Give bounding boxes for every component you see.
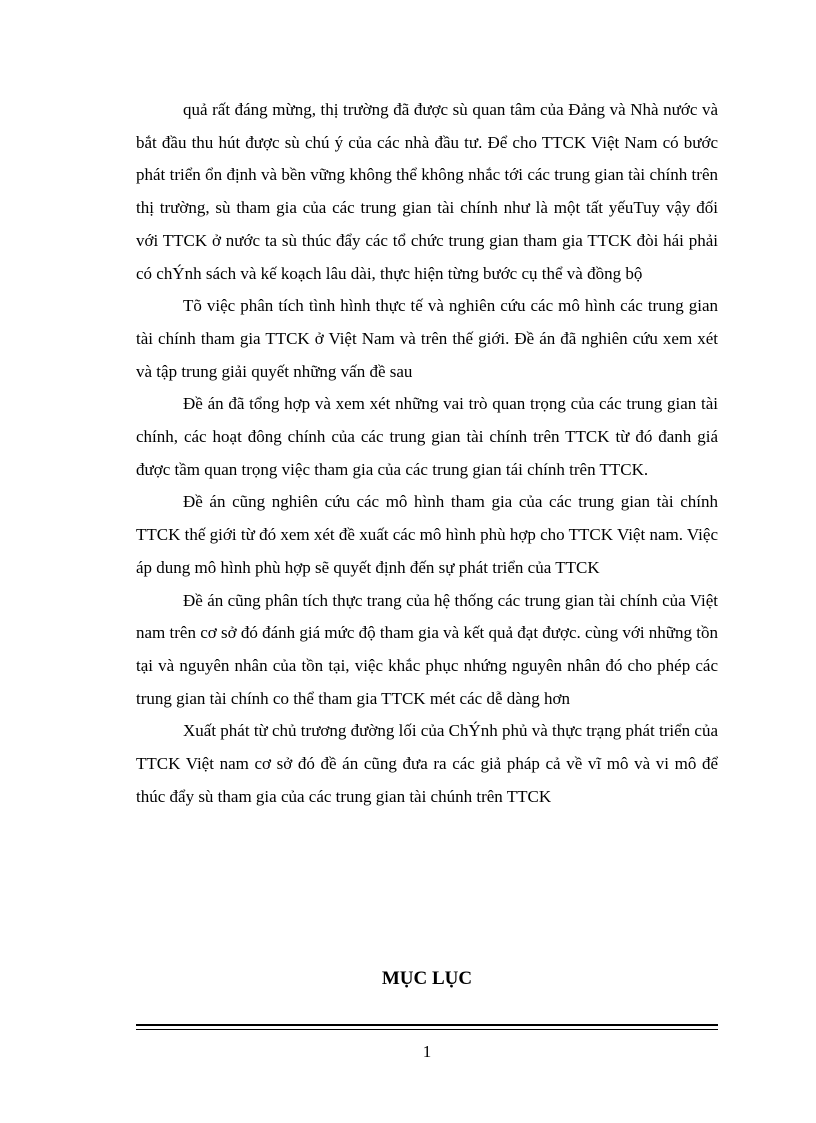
paragraph-1: quả rất đáng mừng, thị trường đã được sù quan tâm của Đảng và Nhà nước và bắt đầu thu hút được sù chú ý của các nhà đầu tư. Để cho TTCK Việt Nam có bước phát triển ổn định và bền vững không thể không nhắc tới các trung gian tài chính trên thị trường, sù tham gia của các trung gian tài chính như là một tất yếuTuy vậy đối với TTCK ở nước ta sù thúc đẩy các tổ chức trung gian tham gia TTCK đòi hái phải có chÝnh sách và kế koạch lâu dài, thực hiện từng bước cụ thể và đồng bộ xyxy=(136,100,718,283)
paragraph-3: Đề án đã tổng hợp và xem xét những vai trò quan trọng của các trung gian tài chính, các hoạt đông chính của các trung gian tài chính trên TTCK từ đó đanh giá được tầm quan trọng việc tham gia của các trung gian tái chính trên TTCK. xyxy=(136,394,718,479)
toc-heading: MỤC LỤC xyxy=(381,968,473,989)
paragraph-6: Xuất phát từ chủ trương đường lối của ChÝnh phủ và thực trạng phát triển của TTCK Việt nam cơ sở đó đề án cũng đưa ra các giả pháp cả về vĩ mô và vi mô để thúc đẩy sù tham gia của các trung gian tài chúnh trên TTCK xyxy=(136,721,718,806)
body-text xyxy=(136,94,718,813)
footer-rule-thick xyxy=(136,1024,718,1026)
paragraph-5: Đề án cũng phân tích thực trang của hệ thống các trung gian tài chính của Việt nam trên cơ sở đó đánh giá mức độ tham gia và kết quả đạt được. cùng với những tồn tại và nguyên nhân của tồn tại, việc khắc phục nhứng nguyên nhân đó cho phép các trung gian tài chính co thể tham gia TTCK mét các dễ dàng hơn xyxy=(136,590,718,708)
paragraph-2: Tõ việc phân tích tình hình thực tế và nghiên cứu các mô hình các trung gian tài chính tham gia TTCK ở Việt Nam và trên thế giới. Đề án đã nghiên cứu xem xét và tập trung giải quyết những vấn đề sau xyxy=(136,296,718,381)
footer-rule-thin xyxy=(136,1029,718,1030)
paragraph-4: Đề án cũng nghiên cứu các mô hình tham gia của các trung gian tài chính TTCK thế giới từ đó xem xét đề xuất các mô hình phù hợp cho TTCK Việt nam. Việc áp dung mô hình phù hợp sẽ quyết định đến sự phát triển của TTCK xyxy=(136,492,718,577)
page-number: 1 xyxy=(422,1042,432,1061)
